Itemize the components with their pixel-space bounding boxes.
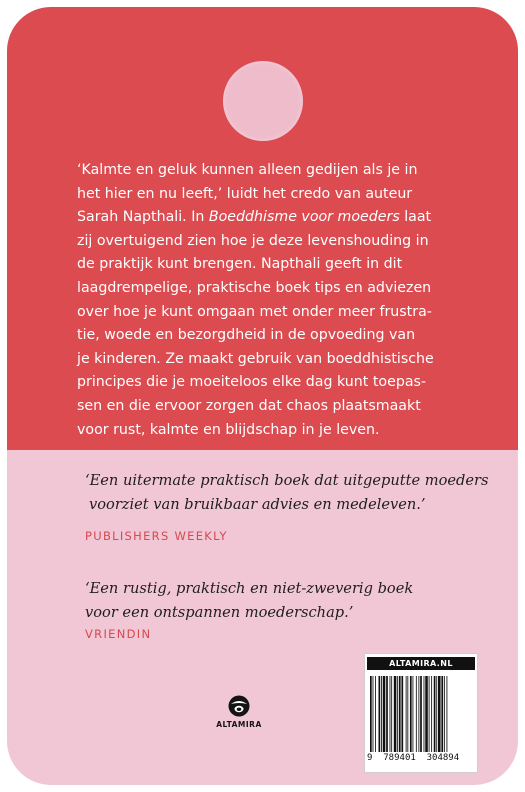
barcode-bar — [390, 676, 391, 752]
book-back-cover — [7, 7, 518, 785]
barcode-bar — [370, 676, 372, 752]
barcode-bar — [441, 676, 443, 752]
blurb-line: voor rust, kalmte en blijdschap in je leven. — [77, 421, 380, 438]
barcode-bar — [434, 676, 436, 752]
barcode-bar — [381, 676, 382, 752]
isbn-group-left: 789401 — [383, 753, 416, 763]
barcode-bar — [373, 676, 374, 752]
barcode-bar — [397, 676, 398, 752]
blurb-line: over hoe je kunt omgaan met onder meer frustra- — [77, 303, 432, 320]
barcode-bar — [413, 676, 414, 752]
barcode-bar — [383, 676, 386, 752]
barcode-bar — [394, 676, 397, 752]
blurb-panel — [7, 7, 518, 450]
blurb-line: je kinderen. Ze maakt gebruik van boeddhistische — [77, 350, 434, 367]
blurb-line: sen en die ervoor zorgen dat chaos plaatsmaakt — [77, 397, 421, 414]
blurb-line: tie, woede en bezorgdheid in de opvoeding van — [77, 327, 416, 344]
barcode-bar — [416, 676, 417, 752]
review-quote-2 — [85, 577, 413, 625]
barcode-bar — [401, 676, 403, 752]
publisher-name: ALTAMIRA — [216, 720, 262, 729]
barcode-bar — [420, 676, 422, 752]
blurb-line: zij overtuigend zien hoe je deze levenshouding in — [77, 232, 429, 249]
barcode-bars — [369, 676, 473, 752]
barcode-bar — [425, 676, 428, 752]
quote-line: voorziet van bruikbaar advies en medeleven.’ — [89, 496, 426, 513]
altamira-logo-icon — [228, 695, 250, 717]
barcode-bar — [391, 676, 392, 752]
blurb-line: principes die je moeiteloos elke dag kunt toepas- — [77, 374, 427, 391]
decorative-circle — [223, 61, 303, 141]
blurb-line: het hier en nu leeft,’ luidt het credo van auteur — [77, 185, 413, 202]
barcode-bar — [410, 676, 412, 752]
barcode-bar — [431, 676, 432, 752]
blurb-line: de praktijk kunt brengen. Napthali geeft in dit — [77, 256, 403, 273]
barcode-bar — [399, 676, 401, 752]
quote-line: voor een ontspannen moederschap.’ — [85, 604, 354, 621]
book-title: Boeddhisme voor moeders — [208, 209, 400, 226]
blurb-line: laagdrempelige, praktische boek tips en adviezen — [77, 279, 432, 296]
barcode-bar — [375, 676, 376, 752]
review-source-2: VRIENDIN — [85, 627, 152, 641]
review-quote-1 — [85, 469, 488, 517]
book-blurb — [77, 159, 477, 442]
barcode-bar — [436, 676, 437, 752]
barcode-bar — [418, 676, 419, 752]
quote-line: ‘Een rustig, praktisch en niet-zweverig boek — [85, 580, 414, 597]
isbn-number — [367, 753, 475, 763]
barcode-bar — [447, 676, 448, 752]
blurb-line: ‘Kalmte en geluk kunnen alleen gedijen als je in — [77, 162, 418, 178]
barcode-bar — [406, 676, 407, 752]
blurb-text: Sarah Napthali. In — [77, 209, 209, 226]
barcode-bar — [407, 676, 408, 752]
publisher-url: ALTAMIRA.NL — [367, 657, 475, 670]
barcode-bar — [438, 676, 441, 752]
blurb-line — [77, 206, 477, 230]
review-source-1: PUBLISHERS WEEKLY — [85, 529, 228, 543]
quote-line: ‘Een uitermate praktisch boek dat uitgeputte moeders — [85, 472, 489, 489]
publisher-logo — [215, 695, 263, 729]
isbn-barcode — [364, 653, 478, 773]
barcode-bar — [379, 676, 381, 752]
barcode-bar — [444, 676, 445, 752]
barcode-bar — [386, 676, 388, 752]
barcode-bar — [424, 676, 425, 752]
blurb-text: laat — [399, 209, 432, 226]
isbn-group-right: 304894 — [426, 753, 460, 763]
barcode-bar — [429, 676, 430, 752]
isbn-first-digit: 9 — [367, 753, 373, 763]
